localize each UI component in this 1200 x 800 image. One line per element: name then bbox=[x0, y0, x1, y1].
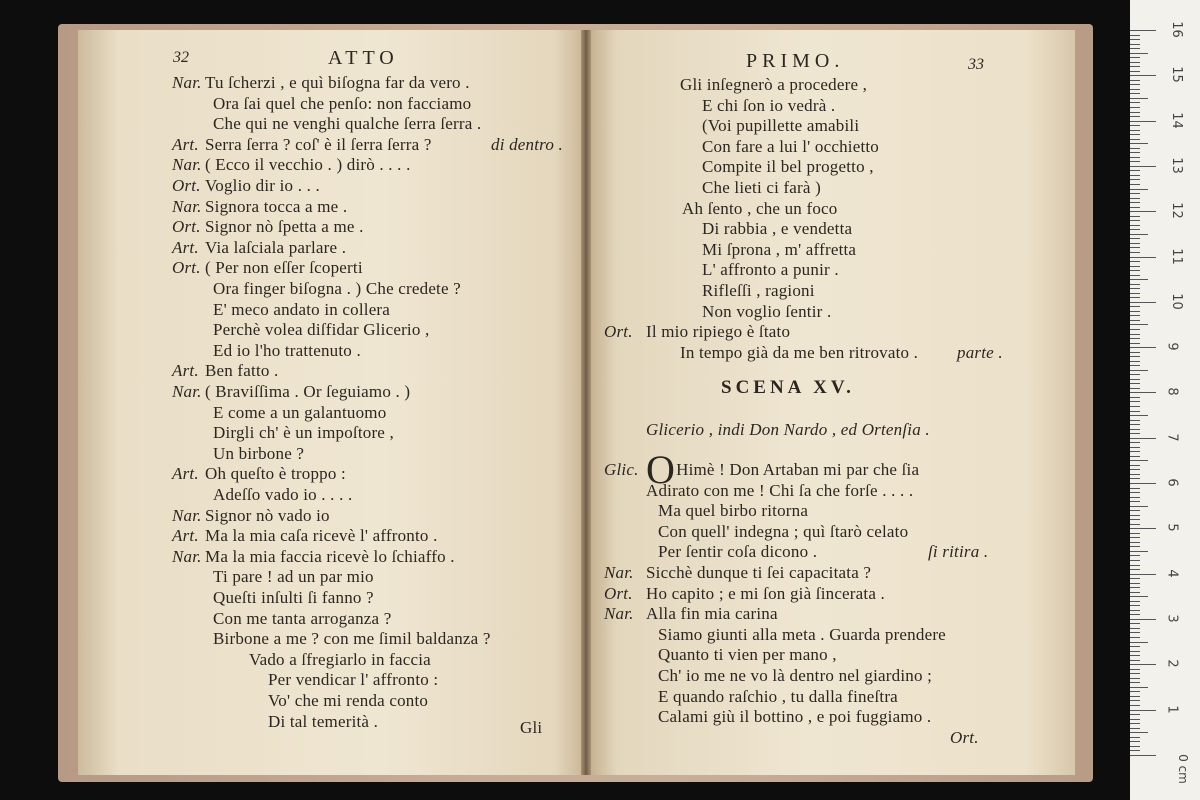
verse-line: E chi ſon io vedrà . bbox=[702, 95, 836, 115]
verse-line: Signora tocca a me . bbox=[205, 196, 348, 216]
ruler-tick bbox=[1130, 488, 1140, 489]
ruler-tick bbox=[1130, 107, 1140, 108]
verse-line: Che qui ne venghi qualche ſerra ſerra . bbox=[213, 114, 482, 134]
speaker-label: Nar. bbox=[172, 155, 202, 175]
verse-text: E quando raſchio , tu dalla fineſtra bbox=[658, 686, 898, 706]
verse-line bbox=[646, 604, 778, 624]
ruler-tick bbox=[1130, 628, 1140, 629]
ruler-tick bbox=[1130, 324, 1148, 325]
ruler-tick bbox=[1130, 184, 1140, 185]
ruler-tick bbox=[1130, 578, 1140, 579]
ruler-number: 8 bbox=[1164, 387, 1180, 397]
ruler-tick bbox=[1130, 510, 1140, 511]
page-number: 32 bbox=[173, 49, 189, 66]
ruler-number: 2 bbox=[1164, 659, 1180, 668]
verse-text: Ma quel birbo ritorna bbox=[658, 501, 809, 521]
right-page bbox=[588, 30, 1075, 775]
ruler-tick bbox=[1130, 198, 1140, 199]
ruler-number: 9 bbox=[1164, 342, 1180, 351]
verse-line: Signor nò ſpetta a me . bbox=[205, 217, 364, 237]
ruler-tick bbox=[1130, 347, 1156, 348]
ruler-tick bbox=[1130, 315, 1140, 316]
verse-line: Il mio ripiego è ſtato bbox=[646, 322, 791, 342]
speaker-label: Nar. bbox=[604, 604, 634, 624]
ruler-tick bbox=[1130, 75, 1156, 76]
ruler-tick bbox=[1130, 415, 1148, 416]
ruler-tick bbox=[1130, 406, 1140, 407]
verse-text: Ho capito ; e mi ſon già ſincerata . bbox=[646, 583, 885, 603]
ruler-tick bbox=[1130, 329, 1140, 330]
ruler-tick bbox=[1130, 669, 1140, 670]
ruler-tick bbox=[1130, 506, 1148, 507]
ruler-tick bbox=[1130, 257, 1156, 258]
ruler-tick bbox=[1130, 741, 1140, 742]
ruler-tick bbox=[1130, 84, 1140, 85]
verse-text: Per ſentir coſa dicono . bbox=[658, 542, 818, 562]
verse-line: Via laſciala parlare . bbox=[205, 237, 347, 257]
ruler-tick bbox=[1130, 211, 1156, 212]
ruler-tick bbox=[1130, 44, 1140, 45]
verse-line: Ah ſento , che un foco bbox=[682, 198, 838, 218]
ruler-tick bbox=[1130, 125, 1140, 126]
speaker-label: Nar. bbox=[172, 546, 202, 566]
verse-line bbox=[658, 501, 808, 521]
ruler-tick bbox=[1130, 189, 1148, 190]
verse-text: Alla fin mia carina bbox=[646, 604, 778, 624]
ruler-tick bbox=[1130, 35, 1140, 36]
ruler-tick bbox=[1130, 311, 1140, 312]
verse-line: Che lieti ci farà ) bbox=[702, 178, 821, 197]
verse-line: Non voglio ſentir . bbox=[702, 301, 832, 321]
catchword: Ort. bbox=[950, 728, 979, 747]
verse-line: Ora finger biſogna . ) Che credete ? bbox=[213, 279, 461, 298]
ruler-tick bbox=[1130, 737, 1140, 738]
ruler-tick bbox=[1130, 447, 1140, 448]
ruler-tick bbox=[1130, 587, 1140, 588]
ruler-tick bbox=[1130, 555, 1140, 556]
ruler-tick bbox=[1130, 216, 1140, 217]
ruler-tick bbox=[1130, 691, 1140, 692]
ruler-tick bbox=[1130, 57, 1140, 58]
ruler-tick bbox=[1130, 551, 1148, 552]
speaker-label: Nar. bbox=[172, 382, 202, 401]
verse-text: Himè ! Don Artaban mi par che ſia bbox=[676, 460, 920, 479]
ruler-tick bbox=[1130, 374, 1140, 375]
verse-line: Ti pare ! ad un par mio bbox=[213, 567, 374, 587]
ruler-tick bbox=[1130, 728, 1140, 729]
ruler-tick bbox=[1130, 474, 1140, 475]
ruler-tick bbox=[1130, 170, 1140, 171]
verse-line: ( Ecco il vecchio . ) dirò . . . . bbox=[205, 155, 411, 175]
ruler-tick bbox=[1130, 397, 1140, 398]
speaker-label: Nar. bbox=[172, 196, 202, 216]
verse-line bbox=[658, 666, 932, 686]
ruler-tick bbox=[1130, 102, 1140, 103]
ruler-tick bbox=[1130, 411, 1140, 412]
ruler-number: 11 bbox=[1168, 247, 1184, 265]
ruler-tick bbox=[1130, 637, 1140, 638]
speaker-label: Glic. bbox=[604, 460, 639, 479]
verse-text: Calami giù il bottino , e poi fuggiamo . bbox=[658, 707, 932, 727]
verse-line: Un birbone ? bbox=[213, 443, 305, 463]
ruler-tick bbox=[1130, 705, 1140, 706]
verse-text: Adirato con me ! Chi ſa che forſe . . . . bbox=[646, 480, 914, 500]
verse-line: Dirgli ch' è un impoſtore , bbox=[213, 423, 394, 443]
ruler-tick bbox=[1130, 583, 1140, 584]
ruler-tick bbox=[1130, 193, 1140, 194]
verse-line: Ed io l'ho trattenuto . bbox=[213, 340, 361, 360]
ruler-tick bbox=[1130, 229, 1140, 230]
ruler-tick bbox=[1130, 560, 1140, 561]
ruler-tick bbox=[1130, 614, 1140, 615]
ruler-tick bbox=[1130, 456, 1140, 457]
ruler-tick bbox=[1130, 116, 1140, 117]
verse-line: ( Per non eſſer ſcoperti bbox=[205, 258, 363, 278]
ruler-tick bbox=[1130, 266, 1140, 267]
ruler-unit-label: 0 cm bbox=[1175, 754, 1190, 784]
ruler-tick bbox=[1130, 48, 1140, 49]
verse-line: Birbone a me ? con me ſimil baldanza ? bbox=[213, 629, 491, 649]
ruler-tick bbox=[1130, 574, 1156, 575]
verse-text: Ch' io me ne vo là dentro nel giardino ; bbox=[658, 666, 933, 685]
verse-line: Compite il bel progetto , bbox=[702, 157, 874, 177]
ruler-tick bbox=[1130, 93, 1140, 94]
ruler-tick bbox=[1130, 714, 1140, 715]
ruler-tick bbox=[1130, 524, 1140, 525]
verse-line: In tempo già da me ben ritrovato . bbox=[680, 342, 919, 362]
ruler-tick bbox=[1130, 130, 1140, 131]
speaker-label: Ort. bbox=[172, 176, 201, 195]
ruler-tick bbox=[1130, 433, 1140, 434]
ruler-number: 5 bbox=[1164, 523, 1180, 532]
verse-line: Vo' che mi renda conto bbox=[268, 691, 429, 710]
ruler-number: 12 bbox=[1168, 202, 1184, 219]
ruler-tick bbox=[1130, 678, 1140, 679]
ruler-tick bbox=[1130, 71, 1140, 72]
ruler-tick bbox=[1130, 682, 1140, 683]
verse-line: L' affronto a punir . bbox=[702, 260, 839, 280]
ruler-tick bbox=[1130, 710, 1156, 711]
ruler-tick bbox=[1130, 225, 1140, 226]
ruler-tick bbox=[1130, 66, 1140, 67]
ruler-tick bbox=[1130, 152, 1140, 153]
ruler-number: 15 bbox=[1168, 66, 1184, 84]
ruler-tick bbox=[1130, 619, 1156, 620]
ruler-tick bbox=[1130, 320, 1140, 321]
ruler-tick bbox=[1130, 732, 1148, 733]
verse-line: E' meco andato in collera bbox=[213, 299, 391, 319]
ruler-tick bbox=[1130, 166, 1156, 167]
ruler-tick bbox=[1130, 687, 1148, 688]
ruler-tick bbox=[1130, 755, 1156, 756]
ruler-tick bbox=[1130, 143, 1148, 144]
ruler-number: 16 bbox=[1168, 21, 1184, 38]
speaker-label: Ort. bbox=[172, 217, 201, 237]
ruler-tick bbox=[1130, 288, 1140, 289]
verse-line bbox=[658, 542, 817, 562]
ruler-tick bbox=[1130, 655, 1140, 656]
ruler-tick bbox=[1130, 62, 1140, 63]
ruler-tick bbox=[1130, 175, 1140, 176]
ruler-tick bbox=[1130, 623, 1140, 624]
stage-direction: ſi ritira . bbox=[928, 542, 989, 562]
verse-line: Ma la mia caſa ricevè l' affronto . bbox=[205, 526, 438, 546]
ruler-number: 7 bbox=[1164, 433, 1180, 442]
ruler-tick bbox=[1130, 379, 1140, 380]
ruler-tick bbox=[1130, 429, 1140, 430]
verse-line: Con me tanta arroganza ? bbox=[213, 608, 392, 628]
verse-line: Vado a ſfregiarlo in faccia bbox=[249, 649, 431, 669]
running-header: PRIMO. bbox=[746, 50, 845, 72]
ruler-tick bbox=[1130, 746, 1140, 747]
verse-line: Signor nò vado io bbox=[205, 505, 330, 525]
stage-direction: di dentro . bbox=[491, 134, 563, 154]
ruler-tick bbox=[1130, 157, 1140, 158]
ruler-tick bbox=[1130, 592, 1140, 593]
ruler-tick bbox=[1130, 179, 1140, 180]
ruler-tick bbox=[1130, 30, 1156, 31]
verse-line: Gli inſegnerò a procedere , bbox=[680, 75, 868, 94]
ruler-tick bbox=[1130, 302, 1156, 303]
ruler-tick bbox=[1130, 388, 1140, 389]
verse-line bbox=[658, 625, 946, 645]
ruler-tick bbox=[1130, 596, 1148, 597]
ruler-tick bbox=[1130, 243, 1140, 244]
verse-line: Tu ſcherzi , e quì biſogna far da vero . bbox=[205, 73, 470, 92]
ruler-tick bbox=[1130, 89, 1140, 90]
ruler-tick bbox=[1130, 356, 1140, 357]
ruler-tick bbox=[1130, 279, 1148, 280]
ruler-tick bbox=[1130, 306, 1140, 307]
ruler-tick bbox=[1130, 202, 1140, 203]
verse-line: Ben fatto . bbox=[205, 361, 279, 381]
ruler-tick bbox=[1130, 338, 1140, 339]
verse-line: Voglio dir io . . . bbox=[205, 176, 320, 195]
ruler-tick bbox=[1130, 483, 1156, 484]
ruler-tick bbox=[1130, 365, 1140, 366]
ruler-tick bbox=[1130, 80, 1140, 81]
ruler-tick bbox=[1130, 642, 1148, 643]
ruler-number: 14 bbox=[1168, 111, 1184, 129]
speaker-label: Art. bbox=[172, 464, 199, 484]
ruler-tick bbox=[1130, 750, 1140, 751]
ruler-tick bbox=[1130, 401, 1140, 402]
page-number: 33 bbox=[968, 56, 984, 73]
verse-line bbox=[658, 522, 908, 542]
ruler-tick bbox=[1130, 438, 1156, 439]
ruler-tick bbox=[1130, 492, 1140, 493]
speaker-label: Nar. bbox=[172, 73, 202, 92]
ruler-number: 4 bbox=[1164, 568, 1180, 578]
ruler-tick bbox=[1130, 139, 1140, 140]
ruler-tick bbox=[1130, 261, 1140, 262]
verse-line: Con fare a lui l' occhietto bbox=[702, 136, 879, 156]
ruler-tick bbox=[1130, 284, 1140, 285]
ruler-number: 13 bbox=[1168, 157, 1184, 174]
ruler-tick bbox=[1130, 601, 1140, 602]
verse-text: Siamo giunti alla meta . Guarda prendere bbox=[658, 624, 946, 644]
speaker-label: Art. bbox=[172, 134, 199, 154]
ruler-tick bbox=[1130, 465, 1140, 466]
ruler-tick bbox=[1130, 696, 1140, 697]
verse-line bbox=[646, 563, 871, 583]
ruler-tick bbox=[1130, 238, 1140, 239]
verse-line: Serra ſerra ? coſ' è il ſerra ſerra ? bbox=[205, 134, 432, 154]
ruler-tick bbox=[1130, 700, 1140, 701]
ruler-tick bbox=[1130, 207, 1140, 208]
ruler-tick bbox=[1130, 220, 1140, 221]
ruler-tick bbox=[1130, 420, 1140, 421]
ruler-tick bbox=[1130, 39, 1140, 40]
ruler-tick bbox=[1130, 528, 1156, 529]
ruler-tick bbox=[1130, 569, 1140, 570]
ruler-tick bbox=[1130, 270, 1140, 271]
verse-line bbox=[658, 687, 898, 707]
ruler-tick bbox=[1130, 148, 1140, 149]
ruler-tick bbox=[1130, 383, 1140, 384]
verse-line: ( Braviſſima . Or ſeguiamo . ) bbox=[205, 382, 411, 401]
catchword: Gli bbox=[520, 718, 543, 737]
ruler-tick bbox=[1130, 469, 1140, 470]
ruler-tick bbox=[1130, 632, 1140, 633]
ruler-tick bbox=[1130, 605, 1140, 606]
speaker-label: Art. bbox=[172, 361, 199, 381]
ruler-number: 1 bbox=[1164, 704, 1180, 714]
verse-line bbox=[658, 707, 931, 727]
ruler-tick bbox=[1130, 565, 1140, 566]
verse-line: Rifleſſi , ragioni bbox=[702, 281, 815, 300]
ruler-number: 10 bbox=[1168, 293, 1184, 310]
ruler-tick bbox=[1130, 533, 1140, 534]
verse-line: Ma la mia faccia ricevè lo ſchiaffo . bbox=[205, 546, 455, 566]
verse-line: Di rabbia , e vendetta bbox=[702, 219, 853, 239]
verse-line bbox=[646, 481, 913, 501]
ruler-tick bbox=[1130, 247, 1140, 248]
ruler-tick bbox=[1130, 719, 1140, 720]
ruler-tick bbox=[1130, 370, 1148, 371]
running-header: ATTO bbox=[328, 47, 399, 69]
verse-line: Di tal temerità . bbox=[268, 711, 379, 731]
verse-line: Perchè volea diſfidar Glicerio , bbox=[213, 320, 430, 340]
ruler-number: 3 bbox=[1164, 614, 1180, 623]
verse-line bbox=[658, 645, 837, 665]
ruler-tick bbox=[1130, 442, 1140, 443]
speaker-label: Ort. bbox=[604, 322, 633, 342]
verse-text: Sicchè dunque ti ſei capacitata ? bbox=[646, 563, 872, 582]
ruler-tick bbox=[1130, 537, 1140, 538]
ruler-tick bbox=[1130, 53, 1148, 54]
ruler-tick bbox=[1130, 361, 1140, 362]
ruler-tick bbox=[1130, 275, 1140, 276]
speaker-label: Ort. bbox=[172, 258, 201, 278]
ruler-tick bbox=[1130, 343, 1140, 344]
speaker-label: Art. bbox=[172, 526, 199, 546]
verse-line: Mi ſprona , m' affretta bbox=[702, 239, 857, 259]
ruler-tick bbox=[1130, 352, 1140, 353]
ruler-tick bbox=[1130, 542, 1140, 543]
verse-line: E come a un galantuomo bbox=[213, 402, 387, 422]
ruler-number: 6 bbox=[1164, 478, 1180, 487]
ruler-tick bbox=[1130, 234, 1148, 235]
ruler-tick bbox=[1130, 610, 1140, 611]
verse-line bbox=[646, 584, 885, 604]
ruler-tick bbox=[1130, 501, 1140, 502]
verse-line: (Voi pupillette amabili bbox=[702, 116, 860, 136]
ruler-tick bbox=[1130, 297, 1140, 298]
ruler-tick bbox=[1130, 664, 1156, 665]
verse-line: Per vendicar l' affronto : bbox=[268, 670, 439, 690]
ruler-tick bbox=[1130, 515, 1140, 516]
ruler-tick bbox=[1130, 478, 1140, 479]
drop-capital: O bbox=[646, 447, 676, 492]
speaker-label: Nar. bbox=[172, 505, 202, 525]
ruler-tick bbox=[1130, 112, 1140, 113]
ruler-tick bbox=[1130, 646, 1140, 647]
ruler-tick bbox=[1130, 252, 1140, 253]
ruler-tick bbox=[1130, 460, 1148, 461]
ruler-tick bbox=[1130, 334, 1140, 335]
verse-text: Quanto ti vien per mano , bbox=[658, 645, 837, 665]
ruler-tick bbox=[1130, 392, 1156, 393]
ruler-tick bbox=[1130, 519, 1140, 520]
ruler-tick bbox=[1130, 293, 1140, 294]
scene-cast: Glicerio , indi Don Nardo , ed Ortenſia . bbox=[646, 420, 930, 439]
speaker-label: Nar. bbox=[604, 563, 634, 582]
book-gutter bbox=[581, 30, 591, 775]
ruler-tick bbox=[1130, 673, 1140, 674]
left-page bbox=[78, 30, 585, 775]
verse-text: Con quell' indegna ; quì ſtarò celato bbox=[658, 521, 909, 541]
ruler-tick bbox=[1130, 121, 1156, 122]
verse-line: Queſti inſulti ſi fanno ? bbox=[213, 588, 374, 607]
speaker-label: Art. bbox=[172, 237, 199, 257]
ruler-tick bbox=[1130, 723, 1140, 724]
speaker-label: Ort. bbox=[604, 583, 633, 603]
ruler-tick bbox=[1130, 546, 1140, 547]
ruler-tick bbox=[1130, 134, 1140, 135]
stage-direction: parte . bbox=[957, 342, 1003, 362]
verse-line: Ora ſai quel che penſo: non facciamo bbox=[213, 93, 472, 113]
ruler-tick bbox=[1130, 161, 1140, 162]
measuring-ruler bbox=[1130, 0, 1200, 800]
ruler-tick bbox=[1130, 98, 1148, 99]
ruler-tick bbox=[1130, 660, 1140, 661]
scene-title: SCENA XV. bbox=[721, 377, 855, 398]
ruler-tick bbox=[1130, 651, 1140, 652]
verse-line: Adeſſo vado io . . . . bbox=[213, 485, 353, 504]
ruler-tick bbox=[1130, 424, 1140, 425]
ruler-tick bbox=[1130, 497, 1140, 498]
verse-line: Oh queſto è troppo : bbox=[205, 464, 346, 484]
ruler-tick bbox=[1130, 451, 1140, 452]
